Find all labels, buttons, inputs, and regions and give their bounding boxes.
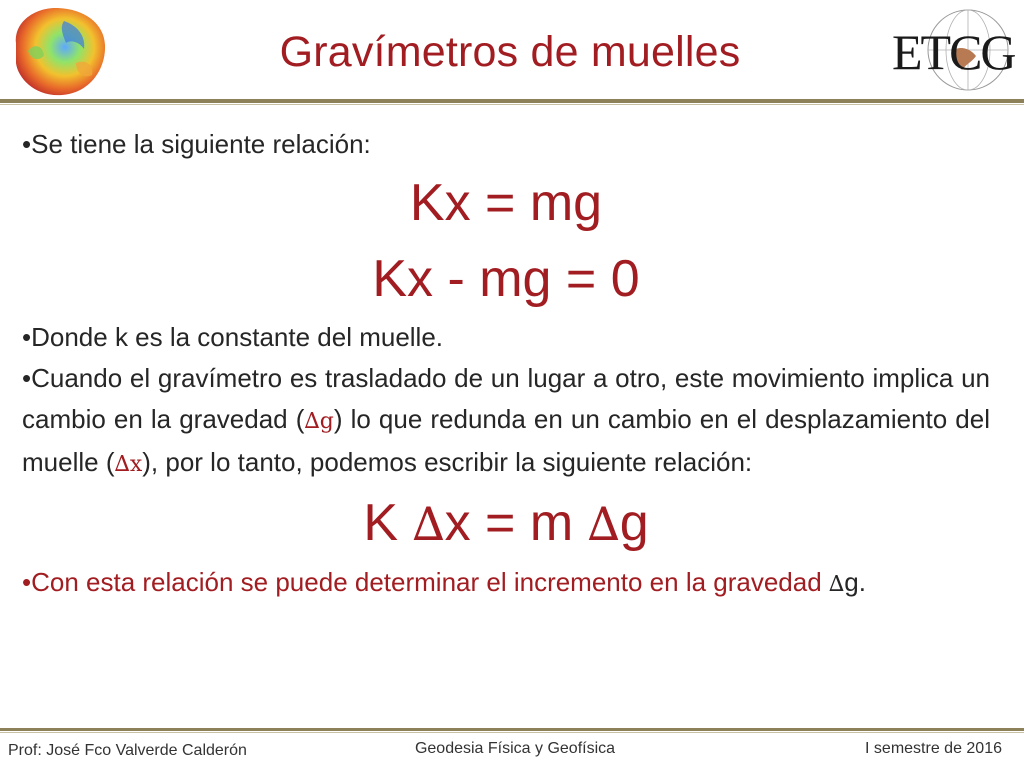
eq3-delta-x: ∆: [412, 497, 445, 551]
explanation-part-c: ), por lo tanto, podemos escribir la siguiente relación:: [142, 447, 753, 477]
header-divider: [0, 99, 1024, 103]
equation-kx-mg: Kx = mg: [409, 174, 603, 232]
eq3-delta-g: ∆: [587, 497, 620, 551]
explanation-part-a: •Cuando el gravímetro es trasladado de un lugar a otro, este movimiento implica un cambio en la gravedad (: [22, 363, 990, 434]
delta-g-symbol: ∆g: [304, 409, 334, 434]
conclusion-delta: ∆: [828, 572, 845, 597]
bullet-constant: •Donde k es la constante del muelle.: [22, 322, 444, 352]
footer-divider: [0, 728, 1024, 731]
eq3-end: g: [619, 494, 649, 552]
footer-divider-thin: [0, 732, 1024, 733]
bullet-conclusion: [22, 562, 990, 605]
delta-x-symbol: ∆x: [114, 452, 143, 477]
eq3-mid: x = m: [444, 494, 588, 552]
equation-kx-minus-mg: Kx - mg = 0: [372, 250, 640, 308]
footer-author: Prof: José Fco Valverde Calderón: [8, 742, 247, 759]
bullet-relation: •Se tiene la siguiente relación:: [22, 129, 371, 159]
geoid-image: [6, 3, 110, 99]
logo-text: ETCG: [892, 24, 1015, 80]
eq3-k: K: [363, 494, 413, 552]
equation-delta: [22, 485, 990, 562]
slide-title: Gravímetros de muelles: [279, 28, 741, 76]
footer-semester: I semestre de 2016: [865, 740, 1002, 757]
bullet-explanation: [22, 358, 990, 485]
explanation-part-b: ) lo que redunda en un cambio en el desplazamiento del muelle (: [22, 404, 990, 477]
conclusion-part-b: g.: [844, 567, 866, 597]
footer-course: Geodesia Física y Geofísica: [414, 740, 616, 757]
header-divider-thin: [0, 104, 1024, 105]
conclusion-part-a: •Con esta relación se puede determinar el incremento en la gravedad: [22, 567, 829, 597]
slide-body: [22, 124, 990, 605]
